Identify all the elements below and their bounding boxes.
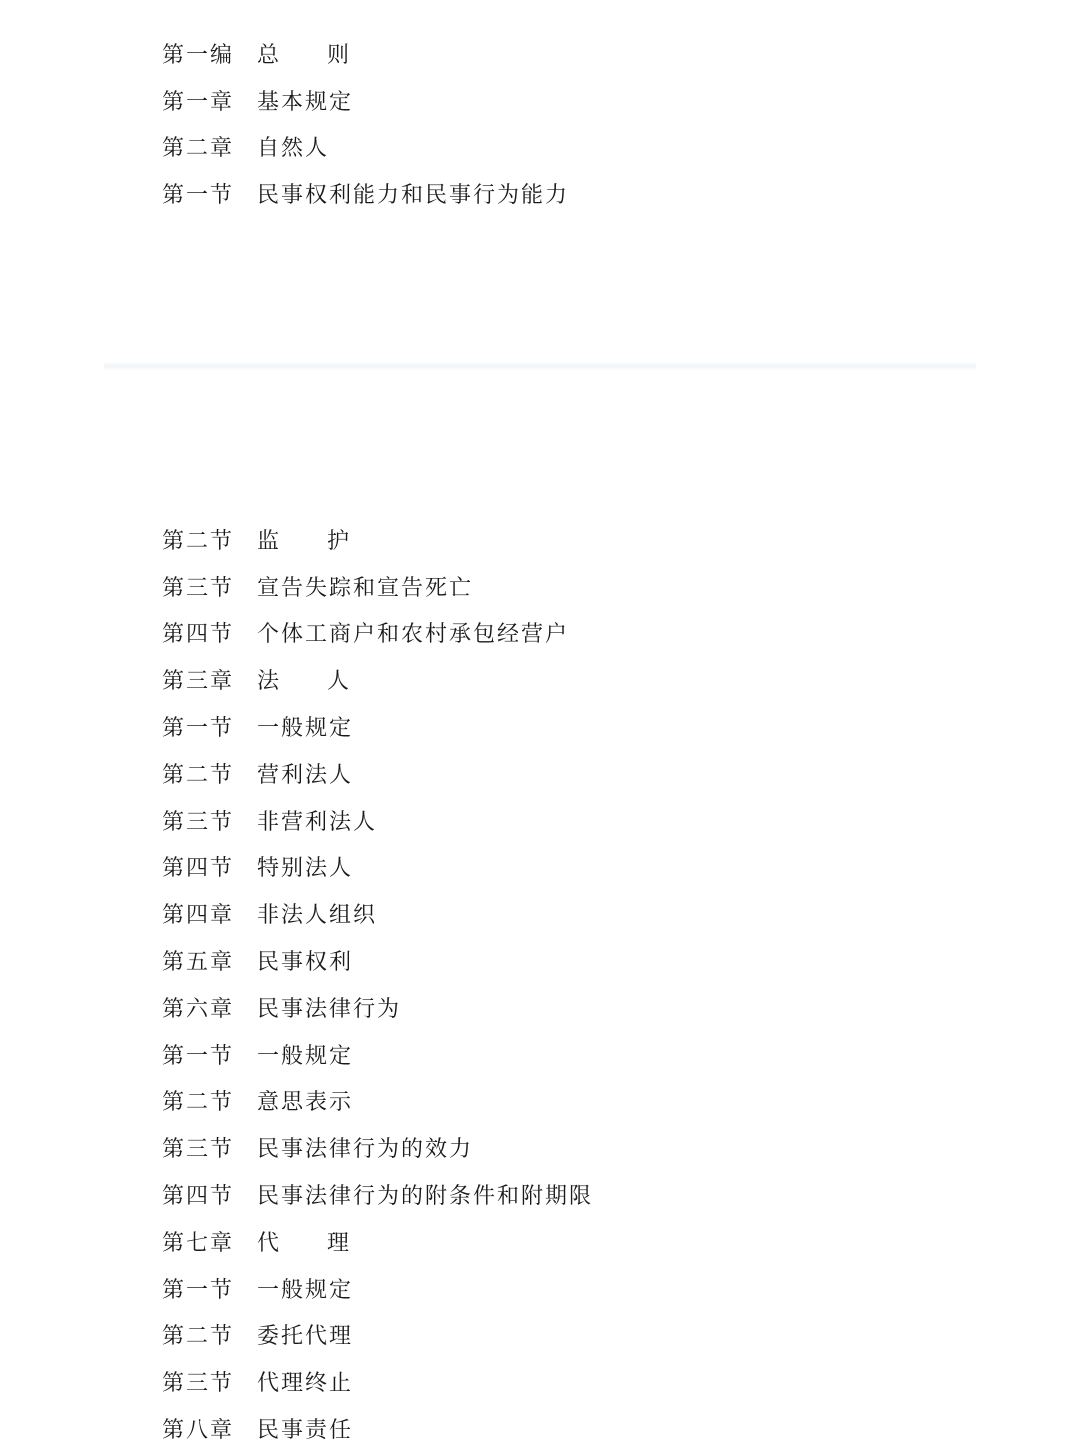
toc-entry (162, 844, 593, 891)
toc-entry-title: 宣告失踪和宣告死亡 (257, 575, 474, 601)
toc-entry (162, 1312, 593, 1359)
toc-entry-number: 第二章 (162, 136, 235, 162)
toc-entry-title: 监护 (257, 528, 398, 554)
toc-entry-title: 一般规定 (257, 1277, 354, 1303)
toc-entry (162, 516, 593, 563)
toc-entry-number: 第三章 (162, 669, 235, 695)
toc-entry-number: 第一节 (162, 1043, 235, 1069)
toc-entry (162, 1265, 593, 1312)
toc-entry-title: 自然人 (257, 136, 330, 162)
toc-entry-number: 第一章 (162, 89, 235, 115)
toc-entry-title: 一般规定 (257, 716, 354, 742)
toc-entry-number: 第四节 (162, 1184, 235, 1210)
toc-entry-title: 代理 (257, 1230, 398, 1256)
toc-entry-title: 民事法律行为 (257, 996, 402, 1022)
toc-entry (162, 563, 593, 610)
toc-entry-number: 第四章 (162, 903, 235, 929)
toc-entry (162, 1124, 593, 1171)
toc-entry-number: 第七章 (162, 1230, 235, 1256)
toc-entry-number: 第六章 (162, 996, 235, 1022)
toc-entry-number: 第二节 (162, 1090, 235, 1116)
toc-entry-title: 民事法律行为的附条件和附期限 (257, 1184, 594, 1210)
toc-entry (162, 750, 593, 797)
toc-entry-number: 第一节 (162, 1277, 235, 1303)
toc-entry (162, 1218, 593, 1265)
toc-entry (162, 1405, 593, 1452)
page-break-divider (104, 361, 976, 371)
toc-entry-number: 第二节 (162, 762, 235, 788)
toc-entry-title: 代理终止 (257, 1371, 354, 1397)
toc-entry (162, 656, 593, 703)
toc-entry (162, 1078, 593, 1125)
toc-entry-number: 第三节 (162, 1371, 235, 1397)
toc-entry (162, 984, 593, 1031)
toc-entry (162, 77, 569, 124)
toc-entry-title: 营利法人 (257, 762, 354, 788)
toc-entry-title: 非营利法人 (257, 809, 378, 835)
toc-entry (162, 937, 593, 984)
toc-entry-number: 第一节 (162, 716, 235, 742)
toc-entry-number: 第二节 (162, 1324, 235, 1350)
toc-entry-number: 第三节 (162, 809, 235, 835)
toc-entry-title: 意思表示 (257, 1090, 354, 1116)
toc-entry-title: 法人 (257, 669, 398, 695)
toc-entry-number: 第二节 (162, 528, 235, 554)
toc-entry-title: 个体工商户和农村承包经营户 (257, 622, 570, 648)
toc-entry (162, 124, 569, 171)
toc-entry-title: 民事法律行为的效力 (257, 1137, 474, 1163)
toc-entry-title: 民事责任 (257, 1418, 354, 1444)
toc-entry-number: 第一编 (162, 42, 235, 68)
toc-entry-number: 第三节 (162, 1137, 235, 1163)
toc-entry-number: 第三节 (162, 575, 235, 601)
toc-entry (162, 170, 569, 217)
toc-entry-title: 特别法人 (257, 856, 354, 882)
toc-entry (162, 1358, 593, 1405)
toc-entry-title: 总则 (257, 42, 398, 68)
toc-list-top (162, 30, 569, 217)
toc-entry-title: 民事权利 (257, 950, 354, 976)
toc-entry-number: 第四节 (162, 622, 235, 648)
toc-entry (162, 797, 593, 844)
toc-entry-number: 第一节 (162, 183, 235, 209)
toc-entry-title: 委托代理 (257, 1324, 354, 1350)
toc-entry-number: 第五章 (162, 950, 235, 976)
toc-entry-title: 基本规定 (257, 89, 354, 115)
toc-entry-title: 一般规定 (257, 1043, 354, 1069)
toc-entry (162, 610, 593, 657)
toc-entry-number: 第八章 (162, 1418, 235, 1444)
toc-list-bottom (162, 516, 593, 1452)
toc-entry-title: 非法人组织 (257, 903, 378, 929)
toc-entry (162, 1031, 593, 1078)
toc-entry (162, 30, 569, 77)
toc-entry (162, 703, 593, 750)
toc-entry (162, 1171, 593, 1218)
toc-entry (162, 890, 593, 937)
toc-entry-number: 第四节 (162, 856, 235, 882)
toc-entry-title: 民事权利能力和民事行为能力 (257, 183, 570, 209)
